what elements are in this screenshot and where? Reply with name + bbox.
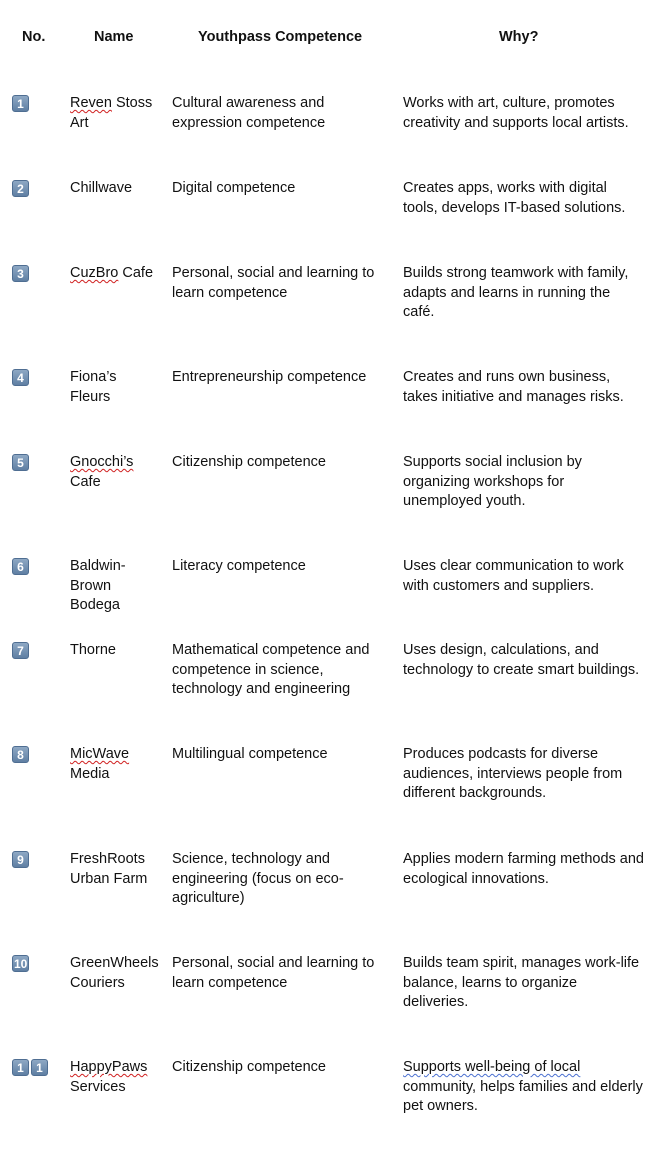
business-name <box>70 94 160 133</box>
row-number <box>12 180 29 197</box>
why-cell <box>403 179 645 218</box>
text-run: Baldwin-Brown Bodega <box>70 558 126 613</box>
flagged-word: Reven <box>70 95 112 111</box>
text-run: Applies modern farming methods and ecological innovations. <box>403 851 644 887</box>
text-run: Works with art, culture, promotes creativity and supports local artists. <box>403 95 629 131</box>
why-cell <box>403 453 645 512</box>
text-run: Services <box>70 1078 126 1095</box>
competence-cell: Literacy competence <box>172 558 306 574</box>
row-number <box>12 454 29 471</box>
flagged-word: CuzBro <box>70 265 119 281</box>
text-run: Uses design, calculations, and technology to create smart buildings. <box>403 642 640 678</box>
competence-cell: Personal, social and learning to learn competence <box>172 955 375 991</box>
row-number <box>12 746 29 763</box>
text-run: Fiona’s Fleurs <box>70 369 117 405</box>
text-run: community, helps families and elderly pet owners. <box>403 1078 643 1114</box>
number-badge-icon: 1 <box>12 1059 29 1076</box>
text-run: Supports social inclusion by organizing workshops for unemployed youth. <box>403 454 582 509</box>
why-cell <box>403 264 645 323</box>
text-run: Uses clear communication to work with customers and suppliers. <box>403 558 624 594</box>
competence-cell: Citizenship competence <box>172 454 326 470</box>
why-cell <box>403 641 645 680</box>
row-number <box>12 642 29 659</box>
text-run: Builds strong teamwork with family, adapts and learns in running the café. <box>403 265 629 320</box>
number-badge-icon: 10 <box>14 957 28 971</box>
business-name <box>70 954 160 993</box>
row-number <box>12 95 29 112</box>
competence-cell: Citizenship competence <box>172 1059 326 1075</box>
text-run: GreenWheels Couriers <box>70 955 159 991</box>
competence-cell: Digital competence <box>172 180 296 196</box>
number-badge-icon: 6 <box>12 558 29 575</box>
why-cell <box>403 1058 645 1117</box>
business-name <box>70 264 160 284</box>
row-number <box>12 265 29 282</box>
header-competence: Youthpass Competence <box>198 29 363 45</box>
why-cell <box>403 94 645 133</box>
competence-cell: Mathematical competence and competence in science, technology and engineering <box>172 642 370 697</box>
text-run: Produces podcasts for diverse audiences, interviews people from different backgrounds. <box>403 746 623 801</box>
number-badge-icon: 5 <box>12 454 29 471</box>
competence-cell: Cultural awareness and expression competence <box>172 95 326 131</box>
why-cell <box>403 850 645 889</box>
flagged-word: HappyPaws <box>70 1059 148 1075</box>
flagged-word: Supports well-being of local <box>403 1059 581 1075</box>
business-name <box>70 453 160 492</box>
competence-cell: Personal, social and learning to learn competence <box>172 265 375 301</box>
competence-cell: Multilingual competence <box>172 746 328 762</box>
text-run: Creates apps, works with digital tools, develops IT-based solutions. <box>403 180 626 216</box>
business-name <box>70 745 160 784</box>
business-name <box>70 179 160 199</box>
business-name <box>70 641 160 661</box>
business-name <box>70 1058 160 1097</box>
text-run: Chillwave <box>70 180 133 196</box>
text-run: Media <box>70 765 110 782</box>
text-run: FreshRoots Urban Farm <box>70 851 148 887</box>
row-number <box>12 1059 48 1076</box>
competence-cell: Science, technology and engineering (focus on eco-agriculture) <box>172 851 344 906</box>
number-badge-icon: 1 <box>12 95 29 112</box>
text-run: Cafe <box>70 473 101 490</box>
text-run: Cafe <box>118 265 154 281</box>
header-why: Why? <box>499 29 539 45</box>
header-no: No. <box>22 29 46 45</box>
competence-cell: Entrepreneurship competence <box>172 369 367 385</box>
text-run: Builds team spirit, manages work-life balance, learns to organize deliveries. <box>403 955 640 1010</box>
why-cell <box>403 368 645 407</box>
row-number <box>12 851 29 868</box>
number-badge-icon: 4 <box>12 369 29 386</box>
row-number <box>12 369 29 386</box>
business-name <box>70 368 160 407</box>
header-name: Name <box>94 29 134 45</box>
row-number <box>12 558 29 575</box>
text-run: Creates and runs own business, takes initiative and manages risks. <box>403 369 624 405</box>
business-name <box>70 850 160 889</box>
number-badge-icon: 2 <box>12 180 29 197</box>
number-badge-icon: 9 <box>12 851 29 868</box>
why-cell <box>403 954 645 1013</box>
text-run: Thorne <box>70 642 116 658</box>
flagged-word: MicWave <box>70 746 130 762</box>
why-cell <box>403 745 645 804</box>
number-badge-icon: 1 <box>31 1059 48 1076</box>
flagged-word: Gnocchi’s <box>70 454 134 470</box>
text-run: Stoss Art <box>70 95 153 131</box>
why-cell <box>403 557 645 596</box>
number-badge-icon: 3 <box>12 265 29 282</box>
number-badge-icon: 7 <box>12 642 29 659</box>
business-name <box>70 557 160 616</box>
row-number <box>12 955 29 972</box>
number-badge-icon: 8 <box>12 746 29 763</box>
